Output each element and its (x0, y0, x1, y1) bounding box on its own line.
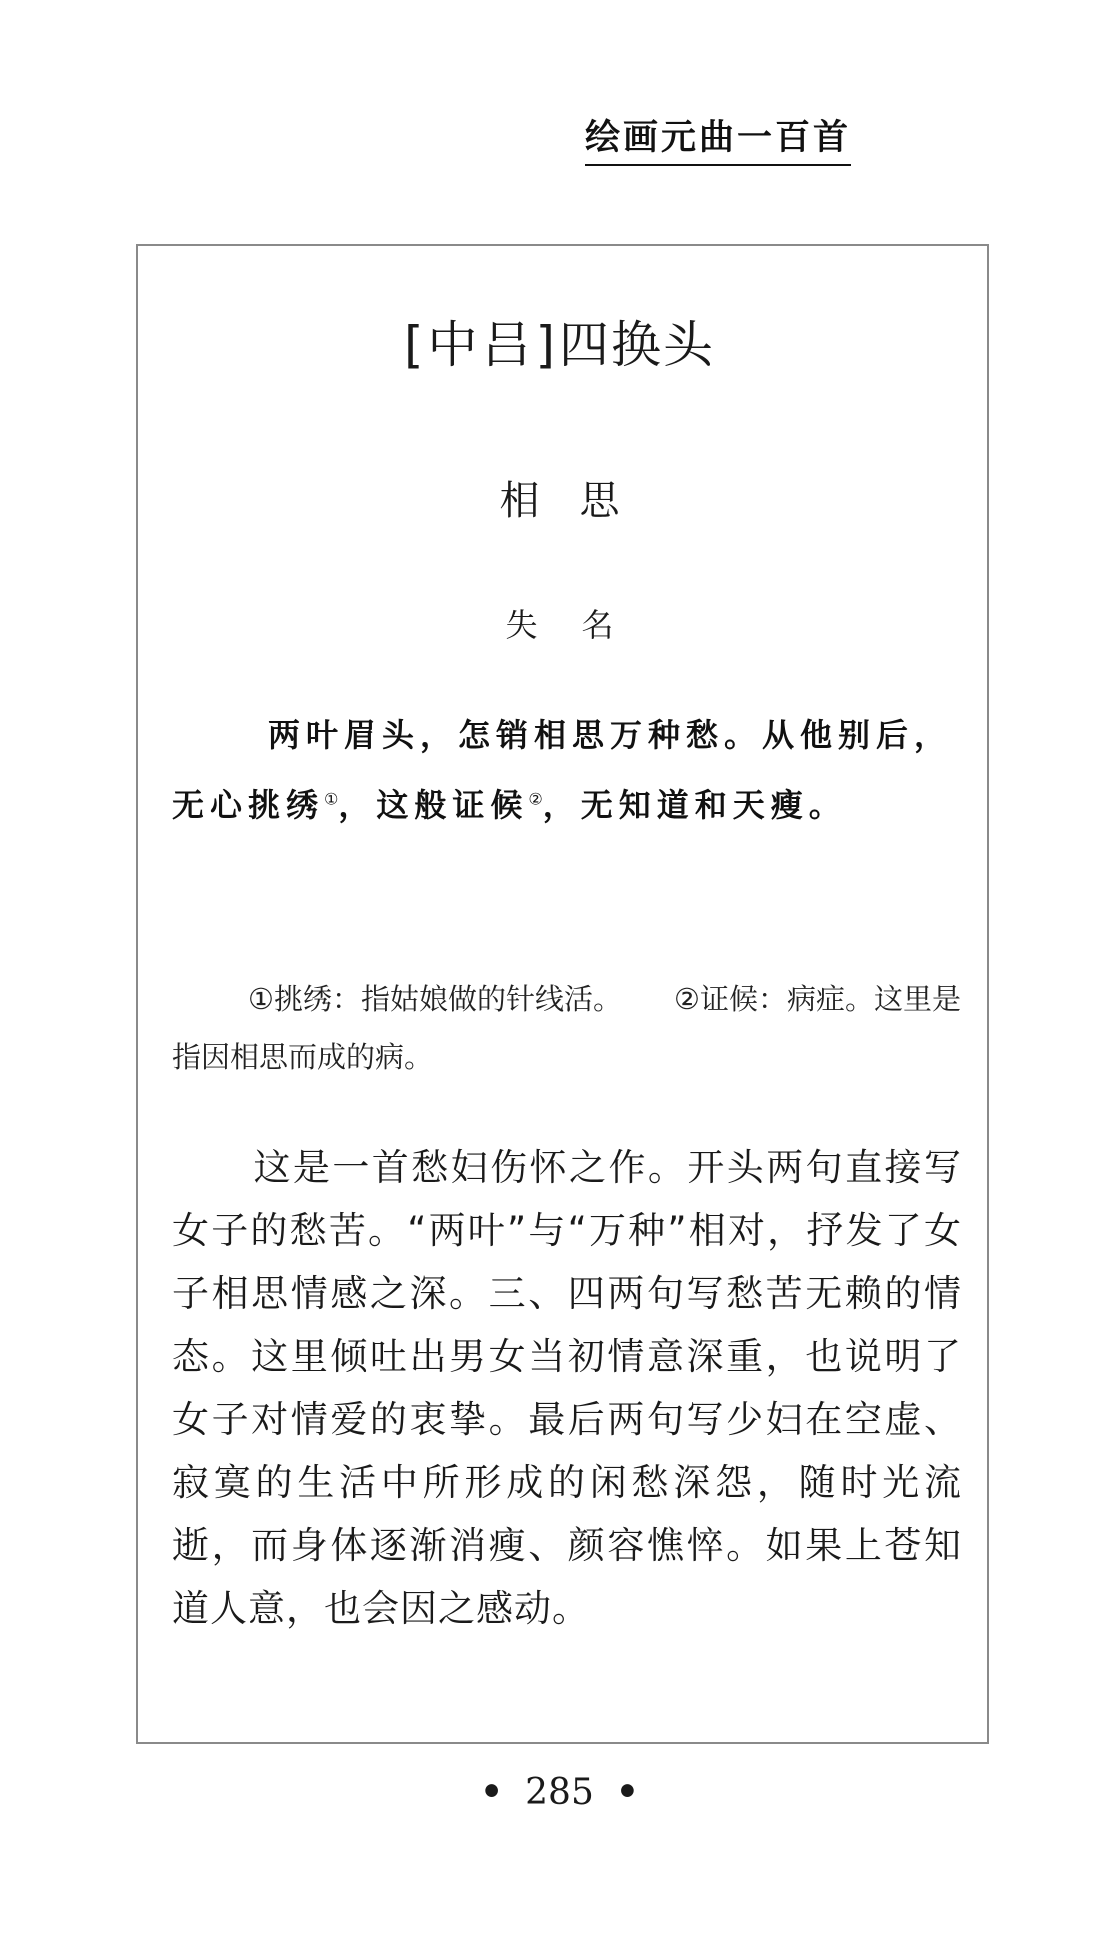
footnote-1: ①挑绣：指姑娘做的针线活。 (248, 982, 622, 1016)
page-footer (0, 1770, 1119, 1815)
poem-title: 相思 (499, 478, 660, 524)
book-header-title: 绘画元曲一百首 (585, 116, 851, 166)
footnote-ref-1: ① (324, 789, 339, 809)
poem-author: 失名 (505, 606, 658, 644)
page-number: 285 (525, 1772, 594, 1813)
poem-text-part-1: 两叶眉头，怎销相思万种愁。从他别后，无心挑绣 (172, 716, 953, 824)
footnote-ref-2: ② (528, 789, 543, 809)
poem-text-part-3: ，无知道和天瘦。 (542, 786, 847, 824)
page-bullet-right: • (615, 1771, 639, 1813)
footnotes (172, 970, 962, 1086)
qupai-name: 四换头 (559, 316, 715, 374)
footnote-2: ②证候：病症。这里是指因相思而成的病。 (172, 982, 961, 1074)
qupai-heading (0, 315, 1119, 375)
qupai-mode: [中吕] (403, 316, 559, 374)
poem-text-part-2: ，这般证候 (338, 786, 529, 824)
page-bullet-left: • (480, 1771, 504, 1813)
commentary (172, 1136, 962, 1640)
poem-text (172, 700, 952, 840)
commentary-text: 这是一首愁妇伤怀之作。开头两句直接写女子的愁苦。“两叶”与“万种”相对，抒发了女子相思情感之深。三、四两句写愁苦无赖的情态。这里倾吐出男女当初情意深重，也说明了女子对情爱的衷挚。最后两句写少妇在空虚、寂寞的生活中所形成的闲愁深怨，随时光流逝，而身体逐渐消瘦、颜容憔悴。如果上苍知道人意，也会因之感动。 (172, 1146, 962, 1630)
